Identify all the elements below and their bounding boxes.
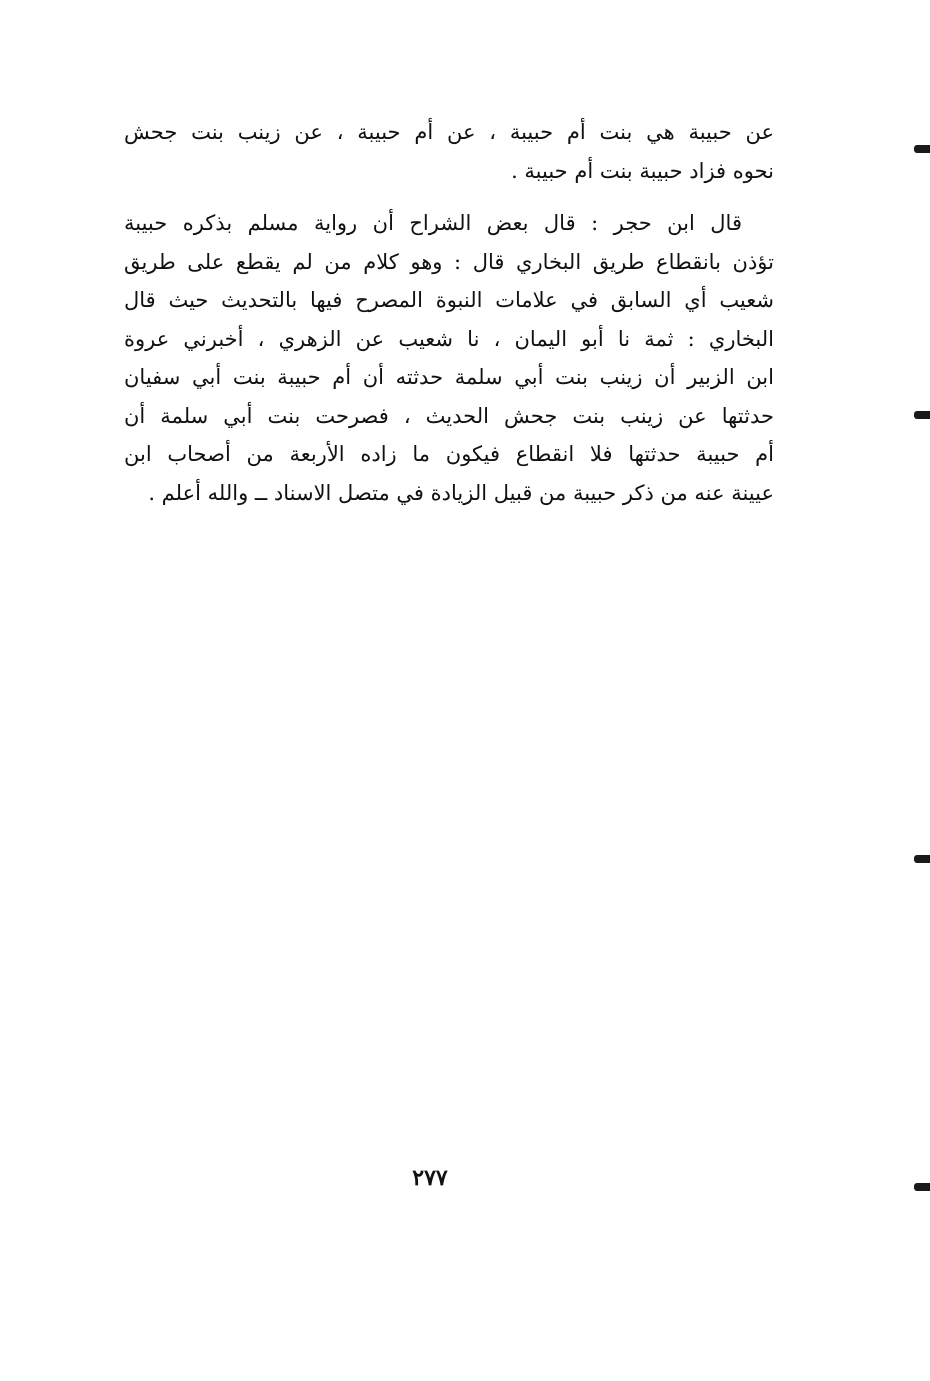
page-edge-mark xyxy=(914,145,930,153)
text-line: قال ابن حجر : قال بعض الشراح أن رواية مسلم بذكره حبيبة xyxy=(124,211,742,235)
text-line: نحوه فزاد حبيبة بنت أم حبيبة . xyxy=(511,158,774,183)
text-line: عن حبيبة هي بنت أم حبيبة ، عن أم حبيبة ، عن زينب بنت جحش xyxy=(124,120,774,144)
page-number: ٢٧٧ xyxy=(412,1165,448,1191)
text-line: عيينة عنه من ذكر حبيبة من قبيل الزيادة في متصل الاسناد ــ والله أعلم . xyxy=(148,480,774,505)
text-line: تؤذن بانقطاع طريق البخاري قال : وهو كلام من لم يقطع على طريق xyxy=(124,249,774,274)
text-line: أم حبيبة حدثتها فلا انقطاع فيكون ما زاده الأربعة من أصحاب ابن xyxy=(124,442,774,466)
text-line: البخاري : ثمة نا أبو اليمان ، نا شعيب عن الزهري ، أخبرني عروة xyxy=(124,326,774,351)
paragraph-2 xyxy=(124,204,774,512)
text-line: شعيب أي السابق في علامات النبوة المصرح فيها بالتحديث حيث قال xyxy=(124,288,774,312)
text-line: ابن الزبير أن زينب بنت أبي سلمة حدثته أن أم حبيبة بنت أبي سفيان xyxy=(124,365,774,389)
page-edge-mark xyxy=(914,1183,930,1191)
paragraph-1 xyxy=(124,113,774,190)
page-edge-mark xyxy=(914,855,930,863)
page-edge-mark xyxy=(914,411,930,419)
text-line: حدثتها عن زينب بنت جحش الحديث ، فصرحت بنت أبي سلمة أن xyxy=(124,403,774,428)
